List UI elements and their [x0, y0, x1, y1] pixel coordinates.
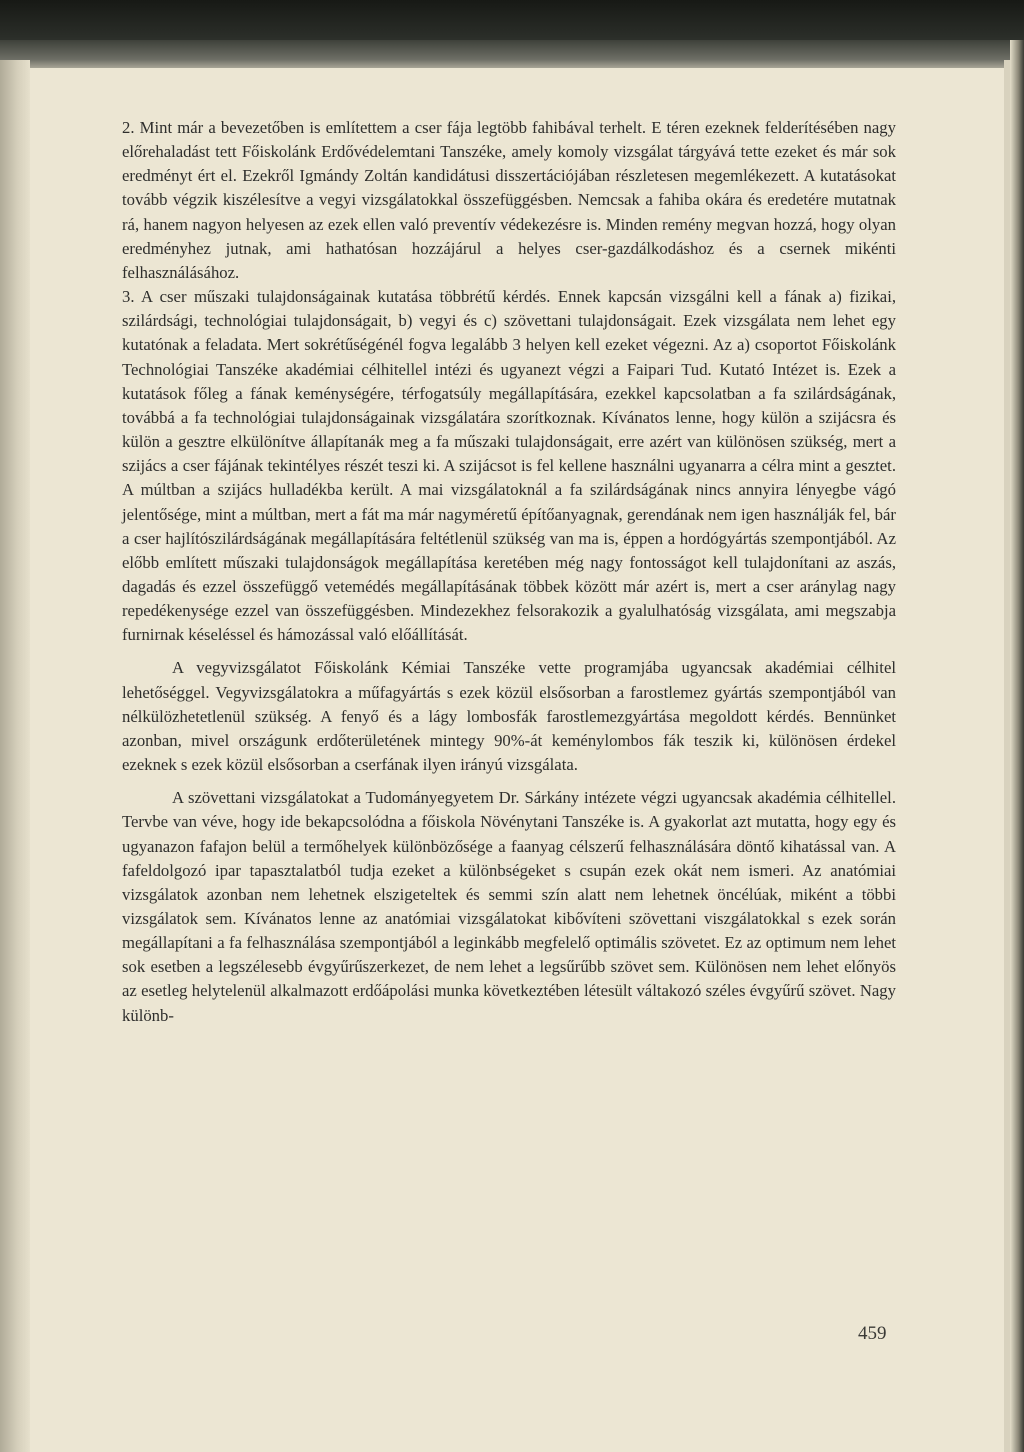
- paragraph-vegyvizsgalat: A vegyvizsgálatot Főiskolánk Kémiai Tanszéke vette programjába ugyancsak akadémiai célhitel lehetőséggel. Vegyvizsgálatokra a műfagyártás s ezek közül elsősorban a farostlemez gyártás szempontjából van nélkülözhetetlenül szükség. A fenyő és a lágy lombosfák farostlemezgyártása megoldott kérdés. Bennünket azonban, mivel országunk erdőterületének mintegy 90%-át keménylombos fák teszik ki, különösen érdekel ezeknek s ezek közül elsősorban a cserfának ilyen irányú vizsgálata.: [122, 658, 896, 775]
- page-left-edge: [0, 60, 30, 1452]
- body-text: [122, 116, 896, 1028]
- paragraph-2: 2. Mint már a bevezetőben is említettem a cser fája legtöbb fahibával terhelt. E téren ezeknek felderítésében nagy előrehaladást tett Főiskolánk Erdővédelemtani Tanszéke, amely komoly vizsgálat tárgyává tette ezeket és már sok eredményt ért el. Ezekről Igmándy Zoltán kandidátusi disszertációjában részletesen megemlékezett. A kutatásokat tovább végzik kiszélesítve a vegyi vizsgálatokkal összefüggésben. Nemcsak a fahiba okára és eredetére mutatnak rá, hanem nagyon helyesen az ezek ellen való preventív védekezésre is. Minden remény megvan hozzá, hogy olyan eredményhez jutnak, ami hathatósan hozzájárul a helyes cser-gazdálkodáshoz és a csernek mikénti felhasználásához.: [122, 118, 896, 282]
- scan-top-edge: [0, 40, 1024, 68]
- paragraph-szovettani: A szövettani vizsgálatokat a Tudományegyetem Dr. Sárkány intézete végzi ugyancsak akadémia célhitellel. Tervbe van véve, hogy ide bekapcsolódna a főiskola Növénytani Tanszéke is. A gyakorlat azt mutatta, hogy egy és ugyanazon fafajon belül a termőhelyek különbözősége a faanyag célszerű felhasználására döntő kihatással van. A fafeldolgozó ipar tapasztalatból tudja ezeket a különbségeket s csupán ezek okát nem ismeri. Az anatómiai vizsgálatok azonban nem lehetnek elszigeteltek és semmi szín alatt nem lehetnek öncélúak, miként a többi vizsgálatok sem. Kívánatos lenne az anatómiai vizsgálatokat kibővíteni szövettani viszgálatokkal s ezek során megállapítani a fa felhasználása szempontjából a leginkább megfelelő optimális szövetet. Ez az optimum nem lehet sok esetben a legszélesebb évgyűrűszerkezet, de nem lehet a legsűrűbb szövet sem. Különösen nem lehet előnyös az esetleg helytelenül alkalmazott erdőápolási munka következtében létesült váltakozó széles évgyűrű szövet. Nagy különb-: [122, 788, 896, 1025]
- page-right-edge: [1010, 40, 1024, 1452]
- paragraph-3: 3. A cser műszaki tulajdonságainak kutatása többrétű kérdés. Ennek kapcsán vizsgálni kell a fának a) fizikai, szilárdsági, technológiai tulajdonságait, b) vegyi és c) szövettani tulajdonságait. Ezek vizsgálata nem lehet egy kutatónak a feladata. Mert sokrétűségénél fogva legalább 3 helyen kell ezeket végezni. Az a) csoportot Főiskolánk Technológiai Tanszéke akadémiai célhitellel intézi és ugyanezt végzi a Faipari Tud. Kutató Intézet is. Ezek a kutatások főleg a fának keménységére, térfogatsúly megállapítására, ezekkel kapcsolatban a fa szilárdságának, továbbá a fa technológiai tulajdonságainak vizsgálatára szorítkoznak. Kívánatos lenne, hogy külön a szijácsra és külön a gesztre elkülönítve állapítanák meg a fa műszaki tulajdonságait, erre azért van különösen szükség, mert a szijács a cser fájának tekintélyes részét teszi ki. A szijácsot is fel kellene használni ugyanarra a célra mint a gesztet. A múltban a szijács hulladékba került. A mai vizsgálatoknál a fa szilárdságának nincs annyira lényegbe vágó jelentősége, mint a múltban, mert a fát ma már nagyméretű építőanyagnak, gerendának nem igen használják fel, bár a cser hajlítószilárdságának megállapítására feltétlenül szükség van ma is, éppen a hordógyártás szempontjából. Az előbb említett műszaki tulajdonságok megállapítása keretében még nagy fontosságot kell tulajdonítani az aszás, dagadás és ezzel összefüggő vetemédés megállapításának többek között már azért is, mert a cser aránylag nagy repedékenysége ezzel van összefüggésben. Mindezekhez felsorakozik a gyalulhatóság vizsgálata, ami megszabja furnirnak késeléssel és hámozással való előállítását.: [122, 287, 896, 645]
- page-number: 459: [858, 1323, 887, 1344]
